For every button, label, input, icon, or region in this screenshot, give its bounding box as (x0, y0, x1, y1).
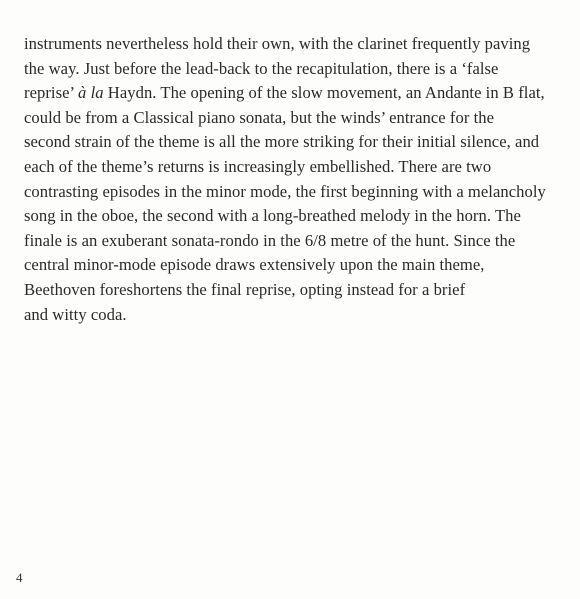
text-line-3 (24, 81, 569, 106)
text-line-12: and witty coda. (24, 304, 127, 324)
text-line-2: the way. Just before the lead-back to the recapitulation, there is a ‘false (24, 58, 499, 78)
text-line-9: finale is an exuberant sonata-rondo in the 6/8 metre of the hunt. Since the (24, 230, 516, 250)
text-line-3-start: reprise’ (24, 83, 79, 103)
text-line-4: could be from a Classical piano sonata, but the winds’ entrance for the (24, 107, 495, 127)
text-line-8: song in the oboe, the second with a long-breathed melody in the horn. The (24, 206, 521, 226)
text-line-3-end: Haydn. The opening of the slow movement, an Andante in B flat, (103, 83, 545, 103)
body-paragraph (24, 32, 569, 327)
text-line-5: second strain of the theme is all the more striking for their initial silence, and (24, 132, 540, 152)
italic-phrase: à la (78, 83, 104, 103)
text-line-7: contrasting episodes in the minor mode, the first beginning with a melancholy (24, 181, 546, 201)
page-number: 4 (16, 570, 23, 585)
text-line-6: each of the theme’s returns is increasingly embellished. There are two (24, 156, 492, 176)
text-line-11: Beethoven foreshortens the final reprise, opting instead for a brief (24, 279, 466, 299)
text-line-10: central minor-mode episode draws extensively upon the main theme, (24, 255, 485, 275)
text-line-1: instruments nevertheless hold their own, with the clarinet frequently paving (24, 34, 531, 53)
